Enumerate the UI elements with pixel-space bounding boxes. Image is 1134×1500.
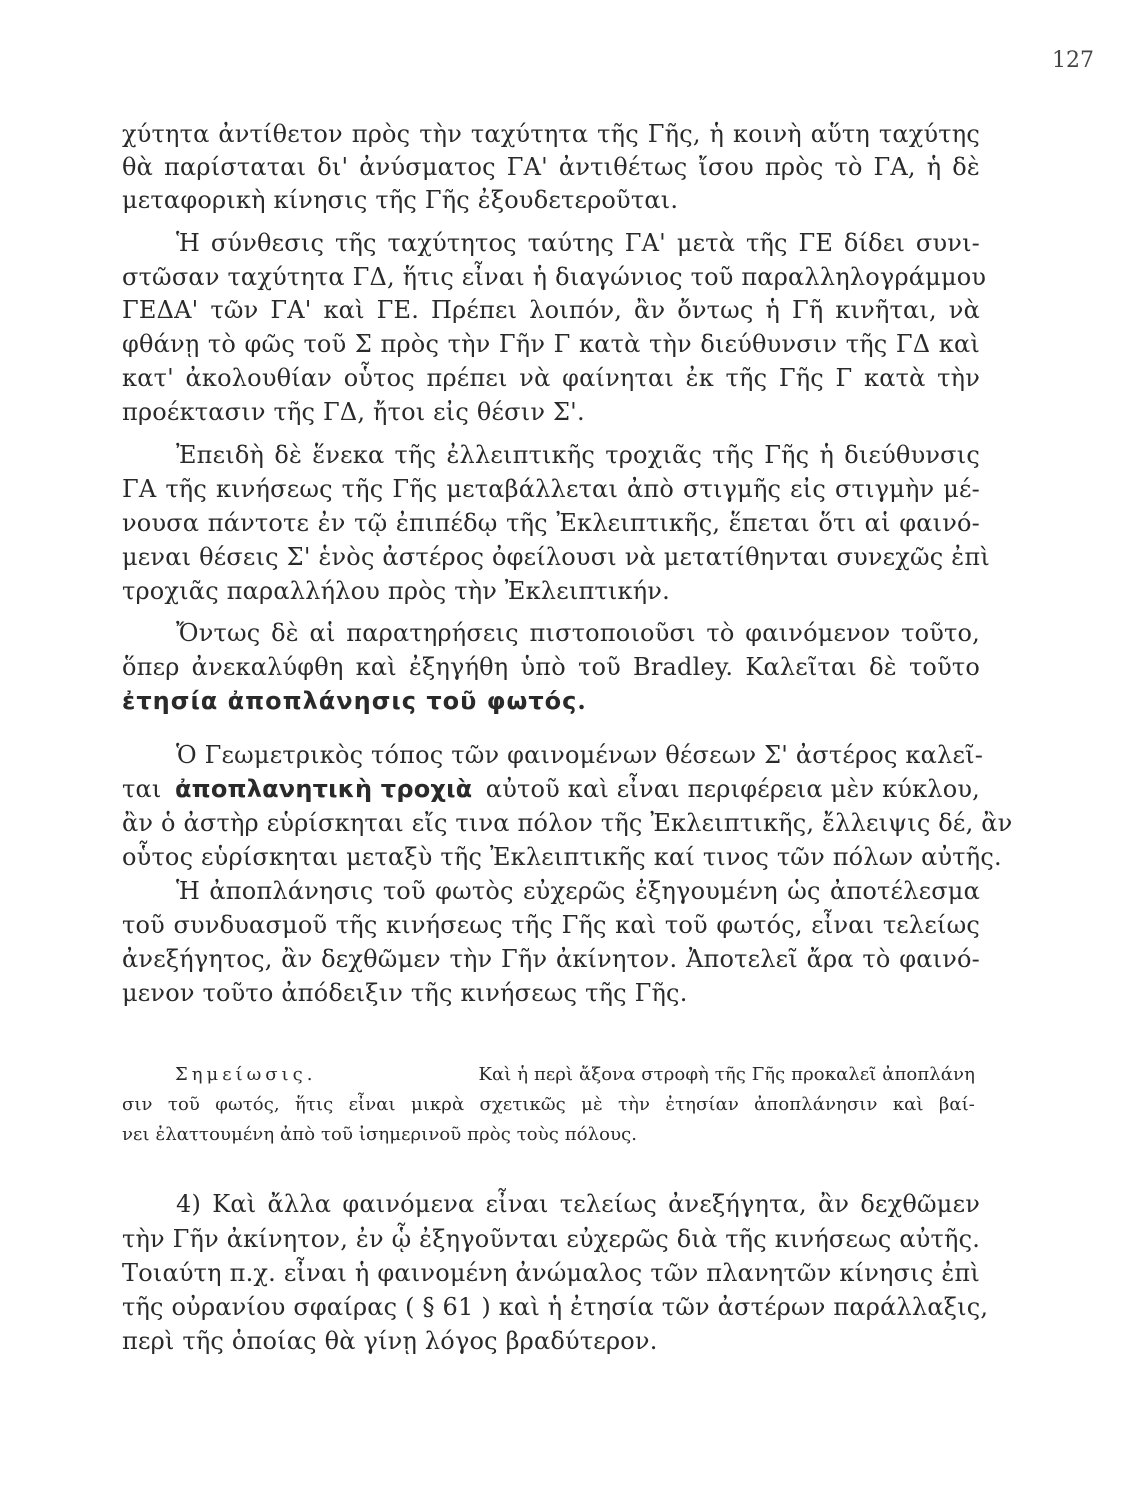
text-line: προέκτασιν τῆς ΓΔ, ἤτοι εἰς θέσιν Σ'. xyxy=(122,398,585,426)
term-aberration-orbit: ἀποπλανητικὴ τροχιὰ xyxy=(174,775,473,803)
text-line: φθάνῃ τὸ φῶς τοῦ Σ πρὸς τὴν Γῆν Γ κατὰ τὴν διεύθυνσιν τῆς ΓΔ καὶ xyxy=(122,330,980,358)
text-line: ΓΕΔΑ' τῶν ΓΑ' καὶ ΓΕ. Πρέπει λοιπόν, ἂν ὄντως ἡ Γῆ κινῆται, νὰ xyxy=(122,296,980,324)
text-fragment: ται xyxy=(122,775,162,803)
text-line: τῆς οὐρανίου σφαίρας ( § 61 ) καὶ ἡ ἐτησία τῶν ἀστέρων παράλλαξις, xyxy=(122,1293,989,1321)
text-line: τὴν Γῆν ἀκίνητον, ἐν ᾧ ἐξηγοῦνται εὐχερῶς διὰ τῆς κινήσεως αὐτῆς. xyxy=(122,1225,981,1253)
text-line: ΓΑ τῆς κινήσεως τῆς Γῆς μεταβάλλεται ἀπὸ στιγμῆς εἰς στιγμὴν μέ- xyxy=(122,475,980,503)
text-line: οὗτος εὑρίσκηται μεταξὺ τῆς Ἐκλειπτικῆς καί τινος τῶν πόλων αὐτῆς. xyxy=(122,843,1002,871)
text-line: στῶσαν ταχύτητα ΓΔ, ἥτις εἶναι ἡ διαγώνιος τοῦ παραλληλογράμμου xyxy=(122,263,987,291)
text-line: Ὁ Γεωμετρικὸς τόπος τῶν φαινομένων θέσεων Σ' ἀστέρος καλεῖ- xyxy=(176,741,983,769)
text-line: 4) Καὶ ἄλλα φαινόμενα εἶναι τελείως ἀνεξήγητα, ἂν δεχθῶμεν xyxy=(176,1190,980,1218)
text-line: Ὄντως δὲ αἱ παρατηρήσεις πιστοποιοῦσι τὸ φαινόμενον τοῦτο, xyxy=(176,619,980,647)
text-line: ὅπερ ἀνεκαλύφθη καὶ ἐξηγήθη ὑπὸ τοῦ Bradley. Καλεῖται δὲ τοῦτο xyxy=(122,653,980,681)
text-line: τοῦ συνδυασμοῦ τῆς κινήσεως τῆς Γῆς καὶ τοῦ φωτός, εἶναι τελείως xyxy=(122,911,980,939)
text-line: τροχιᾶς παραλλήλου πρὸς τὴν Ἐκλειπτικήν. xyxy=(122,577,670,605)
term-annual-aberration: ἐτησία ἀποπλάνησις τοῦ φωτός xyxy=(122,687,578,715)
text-line: περὶ τῆς ὁποίας θὰ γίνῃ λόγος βραδύτερον. xyxy=(122,1327,658,1355)
text-line: νουσα πάντοτε ἐν τῷ ἐπιπέδῳ τῆς Ἐκλειπτικῆς, ἕπεται ὅτι αἱ φαινό- xyxy=(122,509,980,537)
note-label: Σημείωσις. xyxy=(175,1064,317,1085)
page-number: 127 xyxy=(1052,48,1094,73)
note-line: σιν τοῦ φωτός, ἥτις εἶναι μικρὰ σχετικῶς μὲ τὴν ἐτησίαν ἀποπλάνησιν καὶ βαί- xyxy=(122,1094,975,1115)
text-line: Τοιαύτη π.χ. εἶναι ἡ φαινομένη ἀνώμαλος τῶν πλανητῶν κίνησις ἐπὶ xyxy=(122,1259,980,1287)
punctuation: . xyxy=(577,686,586,715)
text-line: Ἡ σύνθεσις τῆς ταχύτητος ταύτης ΓΑ' μετὰ τῆς ΓΕ δίδει συνι- xyxy=(176,229,980,257)
text-line: ἀνεξήγητος, ἂν δεχθῶμεν τὴν Γῆν ἀκίνητον. Ἀποτελεῖ ἄρα τὸ φαινό- xyxy=(122,945,980,973)
text-line: θὰ παρίσταται δι' ἀνύσματος ΓΑ' ἀντιθέτως ἴσου πρὸς τὸ ΓΑ, ἡ δὲ xyxy=(122,153,980,181)
note-line: νει ἐλαττουμένη ἀπὸ τοῦ ἰσημερινοῦ πρὸς τοὺς πόλους. xyxy=(122,1124,638,1145)
text-line: ἂν ὁ ἀστὴρ εὑρίσκηται εἴς τινα πόλον τῆς Ἐκλειπτικῆς, ἔλλειψις δέ, ἂν xyxy=(122,809,1013,837)
text-line: χύτητα ἀντίθετον πρὸς τὴν ταχύτητα τῆς Γῆς, ἡ κοινὴ αὕτη ταχύτης xyxy=(122,120,980,148)
note-text: Καὶ ἡ περὶ ἄξονα στροφὴ τῆς Γῆς προκαλεῖ ἀποπλάνη xyxy=(478,1064,975,1085)
text-line: μενον τοῦτο ἀπόδειξιν τῆς κινήσεως τῆς Γῆς. xyxy=(122,979,688,1007)
text-line: μεναι θέσεις Σ' ἑνὸς ἀστέρος ὀφείλουσι νὰ μετατίθηνται συνεχῶς ἐπὶ xyxy=(122,543,990,571)
note-line xyxy=(175,1066,975,1084)
text-line xyxy=(122,686,586,715)
text-line: κατ' ἀκολουθίαν οὗτος πρέπει νὰ φαίνηται ἐκ τῆς Γῆς Γ κατὰ τὴν xyxy=(122,364,980,392)
text-line: Ἡ ἀποπλάνησις τοῦ φωτὸς εὐχερῶς ἐξηγουμένη ὡς ἀποτέλεσμα xyxy=(176,877,980,905)
text-fragment: αὐτοῦ καὶ εἶναι περιφέρεια μὲν κύκλου, xyxy=(485,775,980,803)
text-line: μεταφορικὴ κίνησις τῆς Γῆς ἐξουδετεροῦται. xyxy=(122,186,679,214)
text-line xyxy=(122,777,980,801)
text-line: Ἐπειδὴ δὲ ἕνεκα τῆς ἐλλειπτικῆς τροχιᾶς τῆς Γῆς ἡ διεύθυνσις xyxy=(176,441,980,469)
